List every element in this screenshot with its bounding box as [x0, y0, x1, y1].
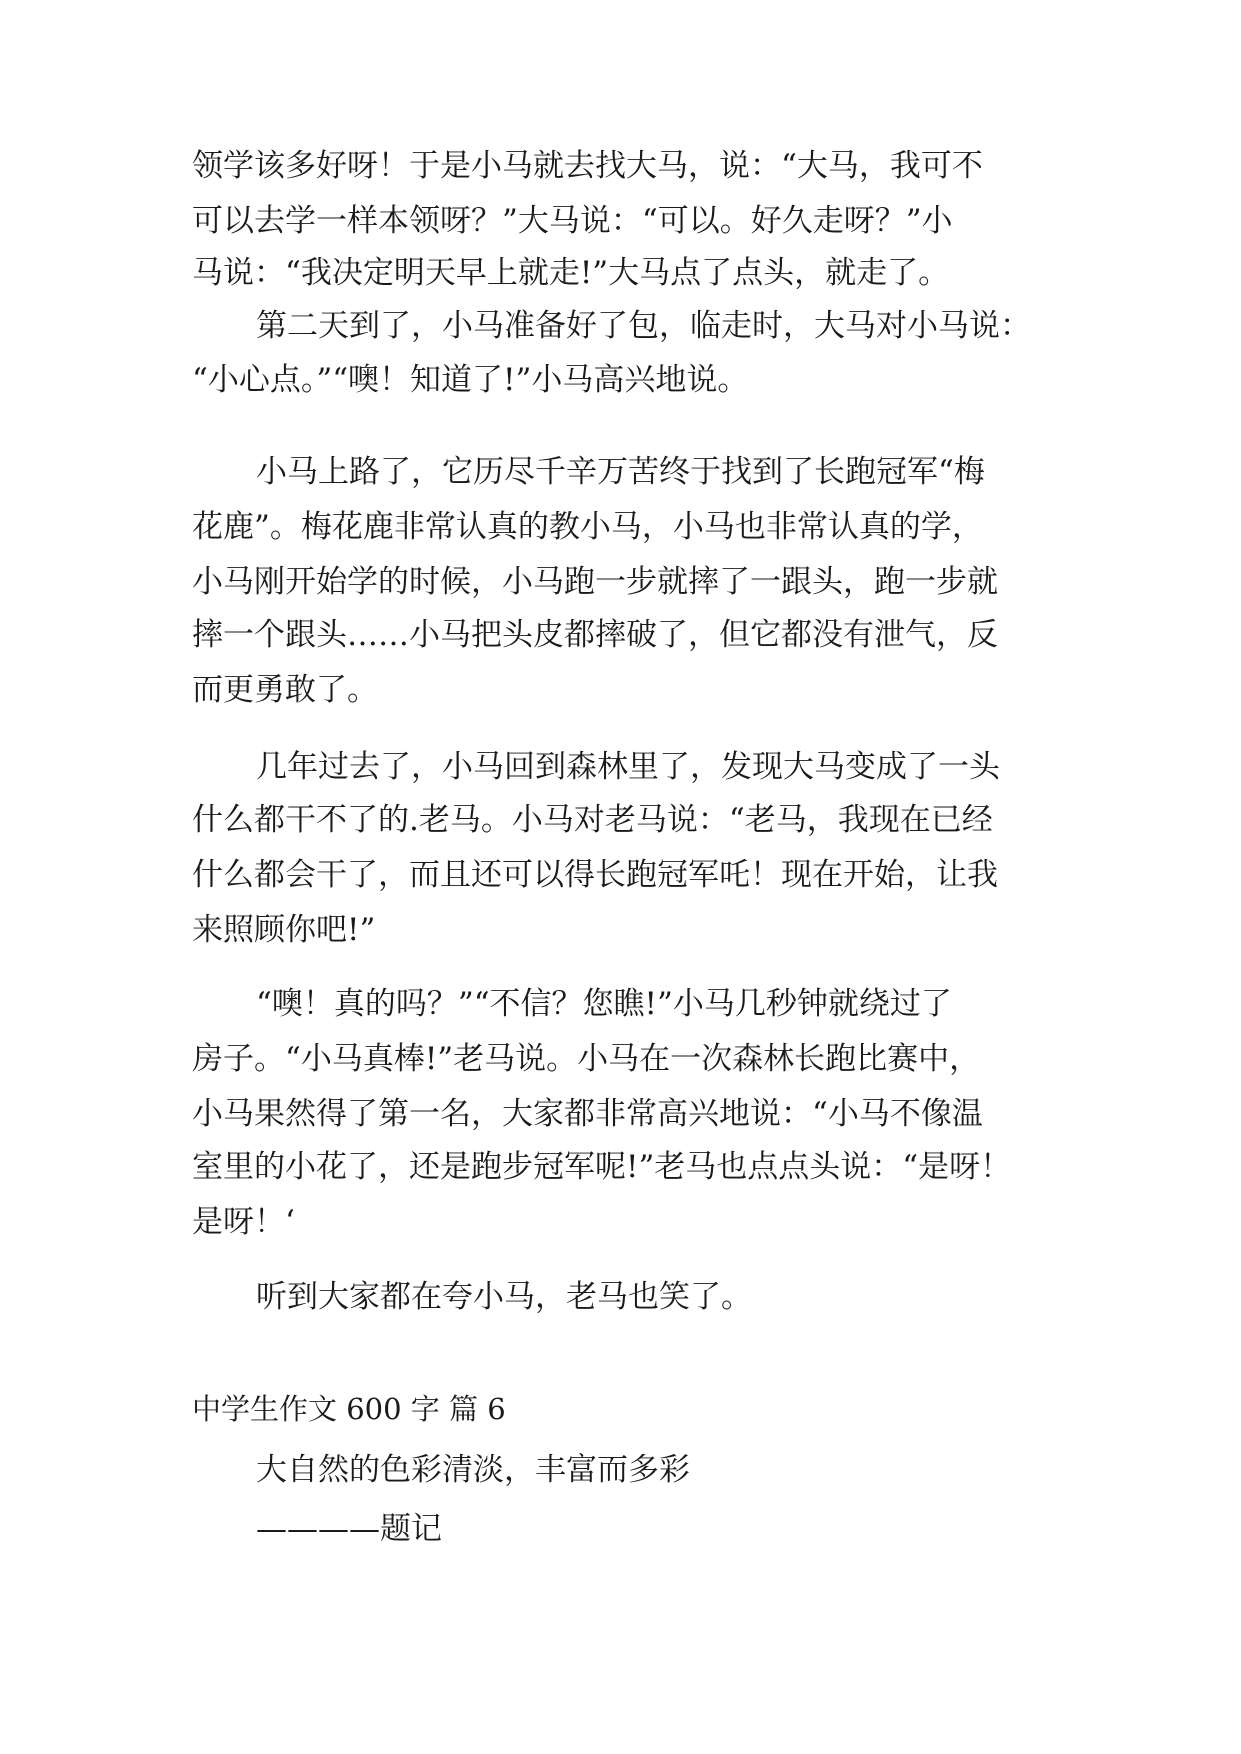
- text-line: 领学该多好呀！于是小马就去找大马，说：“大马，我可不: [192, 148, 983, 184]
- text-line: 可以去学一样本领呀？”大马说：“可以。好久走呀？”小: [192, 203, 953, 239]
- text-line: 小马果然得了第一名，大家都非常高兴地说：“小马不像温: [192, 1096, 983, 1132]
- text-line: 第二天到了，小马准备好了包，临走时，大马对小马说：: [256, 308, 1031, 344]
- text-line: 小马上路了，它历尽千辛万苦终于找到了长跑冠军“梅: [256, 454, 985, 490]
- epigraph-attribution: ————题记: [256, 1511, 442, 1547]
- text-line: 什么都干不了的.老马。小马对老马说：“老马，我现在已经: [192, 802, 993, 838]
- epigraph-text: 大自然的色彩清淡，丰富而多彩: [256, 1452, 690, 1488]
- text-line: 而更勇敢了。: [192, 672, 378, 708]
- text-line: 几年过去了，小马回到森林里了，发现大马变成了一头: [256, 749, 1000, 785]
- text-line: 房子。“小马真棒!”老马说。小马在一次森林长跑比赛中，: [192, 1041, 981, 1077]
- text-line: 来照顾你吧!”: [192, 912, 376, 948]
- text-line: 什么都会干了，而且还可以得长跑冠军吒！现在开始，让我: [192, 857, 998, 893]
- text-line: 马说：“我决定明天早上就走!”大马点了点头，就走了。: [192, 255, 950, 291]
- text-line: “噢！真的吗？”“不信？您瞧!”小马几秒钟就绕过了: [256, 986, 952, 1022]
- section-heading: 中学生作文 600 字 篇 6: [192, 1392, 506, 1426]
- text-line: 室里的小花了，还是跑步冠军呢!”老马也点点头说：“是呀！: [192, 1149, 1012, 1185]
- text-line: “小心点。”“噢！知道了!”小马高兴地说。: [192, 362, 749, 398]
- text-line: 是呀！‘: [192, 1204, 295, 1240]
- text-line: 听到大家都在夸小马，老马也笑了。: [256, 1279, 752, 1315]
- text-line: 摔一个跟头……小马把头皮都摔破了，但它都没有泄气，反: [192, 617, 998, 653]
- text-line: 花鹿”。梅花鹿非常认真的教小马，小马也非常认真的学，: [192, 509, 983, 545]
- text-line: 小马刚开始学的时候，小马跑一步就摔了一跟头，跑一步就: [192, 564, 998, 600]
